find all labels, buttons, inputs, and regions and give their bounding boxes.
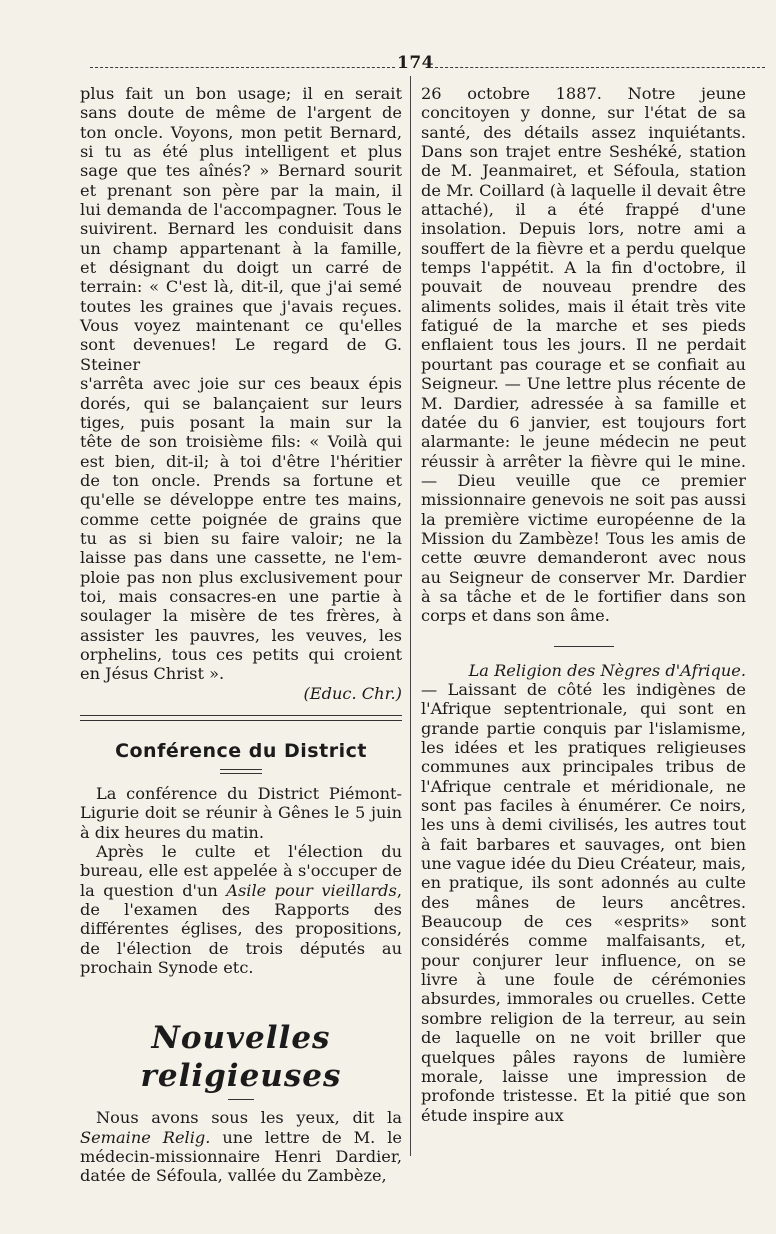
section-separator	[80, 715, 402, 721]
story-line: s'arrêta avec joie sur ces beaux épis	[80, 374, 402, 394]
story-line: tiges, puis posant la main sur la	[80, 412, 402, 432]
conference-paragraph-1: La conférence du District Piémont-Ligurie doit se réunir à Gênes le 5 juin à dix heures du matin.	[80, 784, 402, 842]
story-line: ploie pas non plus exclusivement pour	[80, 567, 402, 587]
story-line: laisse pas dans une cassette, ne l'em-	[80, 548, 402, 568]
story-line: un champ appartenant à la famille,	[80, 238, 402, 258]
page-number: 174	[397, 53, 434, 73]
story-line: ton oncle. Voyons, mon petit Bernard,	[80, 122, 402, 142]
story-line: qu'elle se développe entre tes mains,	[80, 490, 402, 510]
article-separator	[554, 646, 614, 647]
story-line: est bien, dit-il; à toi d'être l'héritier	[80, 451, 402, 471]
conference-text-start: Après le culte et l'élection du bureau, elle est appelée à s'occuper de la question d'un	[80, 842, 402, 900]
story-line: soulager la misère de tes frères, à	[80, 606, 402, 626]
story-line: lui demanda de l'accompagner. Tous le	[80, 200, 402, 220]
story-line: toi, mais consacres-en une partie à	[80, 586, 402, 606]
story-line: plus fait un bon usage; il en serait	[80, 84, 402, 103]
conference-text-italic: Asile pour vieillards	[226, 880, 397, 900]
story-line: toutes les graines que j'avais reçues.	[80, 296, 402, 316]
nouvelles-text-italic: Semaine Relig.	[80, 1127, 211, 1147]
story-line: terrain: « C'est là, dit-il, que j'ai semé	[80, 277, 402, 297]
story-line: et désignant du doigt un carré de	[80, 258, 402, 278]
nouvelles-title: Nouvelles religieuses	[140, 1020, 342, 1095]
header-rule-left	[90, 67, 395, 68]
right-column	[421, 84, 746, 1125]
story-line: de ton oncle. Prends sa fortune et	[80, 470, 402, 490]
nouvelles-text-end: une lettre de M. le médecin-missionnaire Henri Dardier, datée de Séfoula, vallée du Zambèze,	[80, 1127, 402, 1186]
story-line: tête de son troisième fils: « Voilà qui	[80, 432, 402, 452]
title-dash	[228, 1099, 254, 1100]
story-continuation	[80, 84, 402, 684]
story-line: et prenant son père par la main, il	[80, 180, 402, 200]
story-line: si tu as été plus intelligent et plus	[80, 142, 402, 162]
story-attribution: (Educ. Chr.)	[303, 683, 402, 703]
story-line: sont devenues! Le regard de G. Steiner	[80, 335, 402, 374]
title-ornament	[220, 769, 262, 774]
left-column	[80, 84, 402, 1186]
story-line: dorés, qui se balançaient sur leurs	[80, 393, 402, 413]
dardier-paragraph: 26 octobre 1887. Notre jeune concitoyen y donne, sur l'état de sa santé, des détails assez inquiétants. Dans son trajet entre Seshéké, station de M. Jeanmairet, et Séfoula, station de Mr. Coillard (à laquelle il devait être attaché), il a été frappé d'une insolation. Depuis lors, notre ami a souffert de la fièvre et a perdu quelque temps l'appétit. A la fin d'octobre, il pouvait de nouveau prendre des aliments solides, mais il était très vite fatigué de la marche et ses pieds enflaient tous les jours. Il ne perdait pourtant pas courage et se confiait au Seigneur. — Une lettre plus récente de M. Dardier, adressée à sa famille et datée du 6 janvier, est toujours fort alarmante: le jeune médecin ne peut réussir à arrêter la fièvre qui le mine. — Dieu veuille que ce premier missionnaire genevois ne soit pas aussi la première victime européenne de la Mission du Zambèze! Tous les amis de cette œuvre demanderont avec nous au Seigneur de conserver Mr. Dardier à sa tâche et de le fortifier dans son corps et dans son âme.	[421, 84, 746, 626]
conference-title: Conférence du District	[115, 740, 367, 762]
story-line: tu as si bien su faire valoir; ne la	[80, 528, 402, 548]
nouvelles-paragraph	[80, 1108, 402, 1185]
story-line: suivirent. Bernard les conduisit dans	[80, 219, 402, 239]
nouvelles-text-start: Nous avons sous les yeux, dit la	[96, 1108, 402, 1128]
conference-text-end: , de l'examen des Rapports des différentes églises, des propositions, de l'élection de trois députés au prochain Synode etc.	[80, 880, 402, 978]
column-divider	[410, 76, 411, 1156]
story-line: en Jésus Christ ».	[80, 664, 225, 684]
story-line: Vous voyez maintenant ce qu'elles	[80, 316, 402, 336]
story-line: orphelins, tous ces petits qui croient	[80, 644, 402, 664]
header-rule-right	[430, 67, 765, 68]
story-line: sans doute de même de l'argent de	[80, 103, 402, 123]
religion-heading: La Religion des Nègres d'Afrique.	[468, 660, 746, 680]
story-line: comme cette poignée de grains que	[80, 509, 402, 529]
religion-paragraph: — Laissant de côté les indigènes de l'Afrique septentrionale, qui sont en grande partie conquis par l'islamisme, les idées et les pratiques religieuses communes aux principales tribus de l'Afrique centrale et méridionale, ne sont pas faciles à énumérer. Ce noirs, les uns à demi civilisés, les autres tout à fait barbares et sauvages, ont bien une vague idée du Dieu Créateur, mais, en pratique, ils sont adonnés au culte des mânes de leurs ancêtres. Beaucoup de ces «esprits» sont considérés comme malfaisants, et, pour conjurer leur influence, on se livre à une foule de cérémonies absurdes, immorales ou cruelles. Cette sombre religion de la terreur, au sein de laquelle on ne voit briller que quelques pâles rayons de lumière morale, laisse une impression de profonde tristesse. Et la pitié que son étude inspire aux	[421, 679, 746, 1125]
story-line: assister les pauvres, les veuves, les	[80, 625, 402, 645]
story-line: sage que tes aînés? » Bernard sourit	[80, 161, 402, 181]
conference-paragraph-2	[80, 842, 402, 977]
